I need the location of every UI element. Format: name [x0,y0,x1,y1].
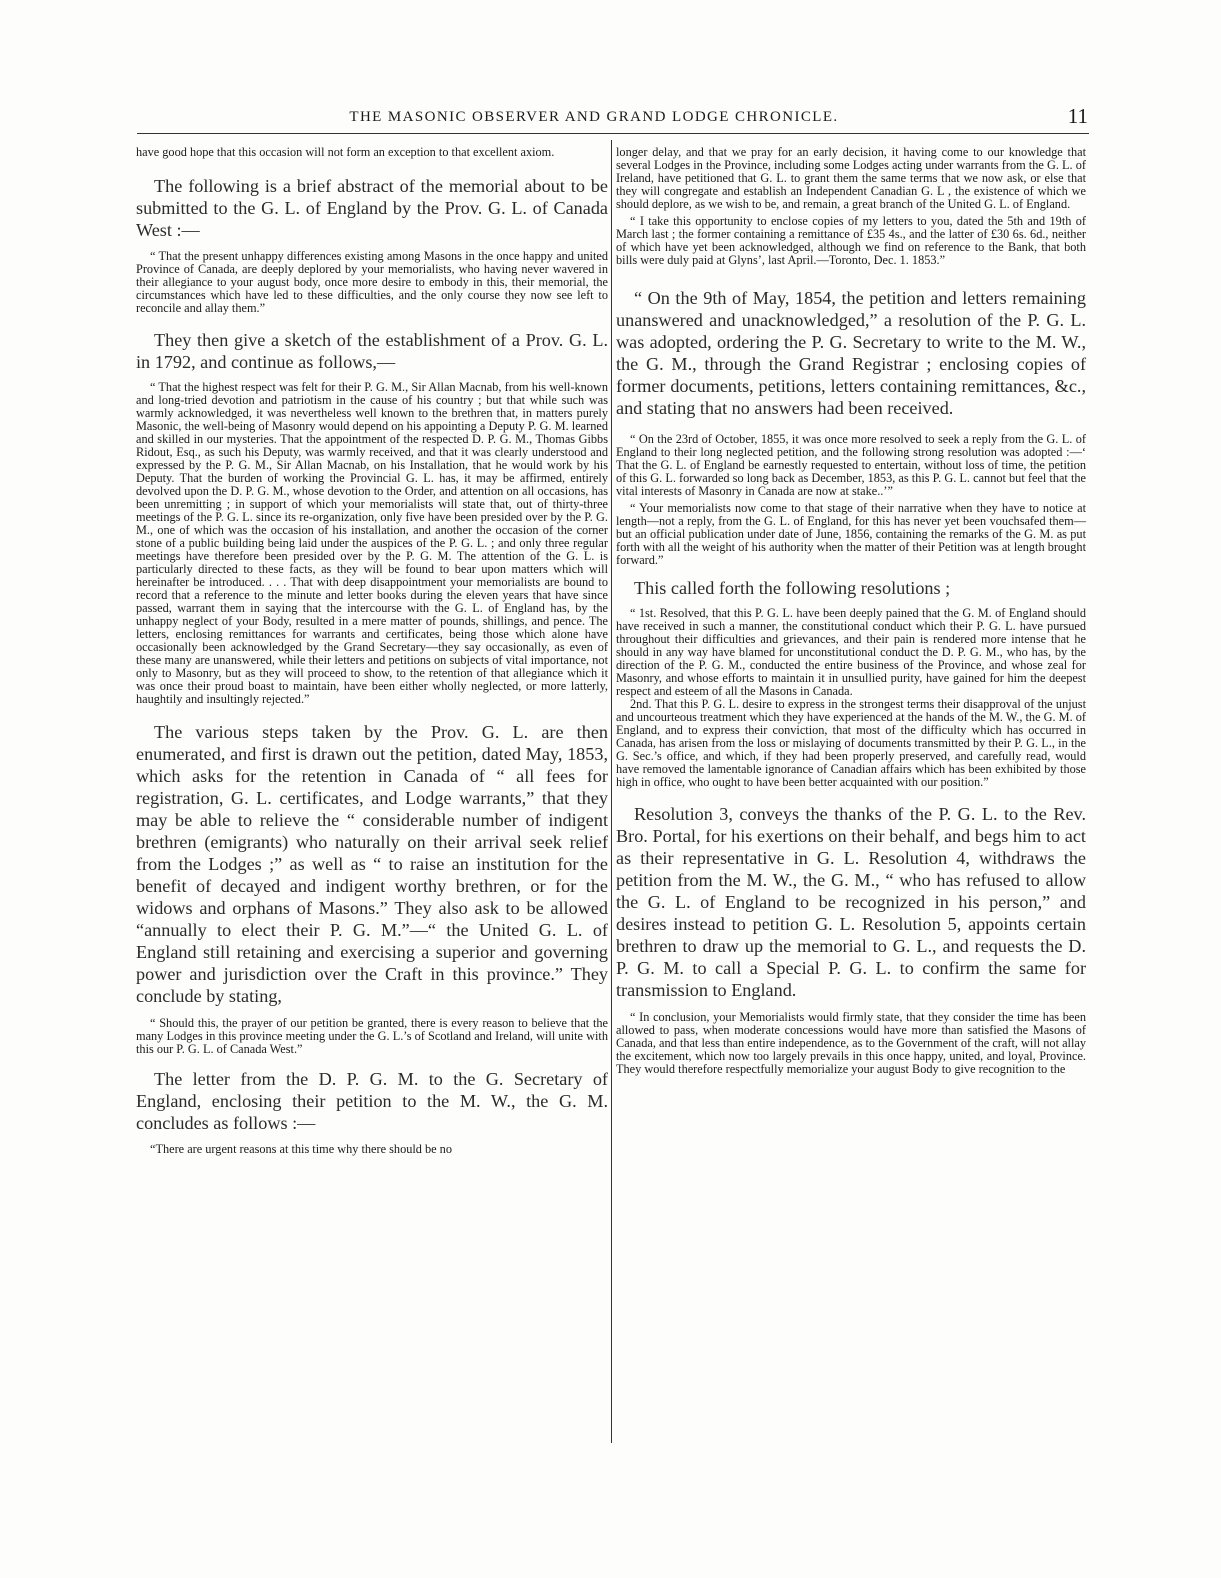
page-number: 11 [1067,104,1088,128]
right-column [616,146,1086,1076]
journal-title: THE MASONIC OBSERVER AND GRAND LODGE CHRONICLE. [349,109,839,125]
running-header [140,106,1088,132]
paragraph-abstract-intro: The following is a brief abstract of the memorial about to be submitted to the G. L. of England by the Prov. G. L. of Canada West :— [136,176,608,240]
left-column [136,146,608,1156]
header-rule [137,133,1089,134]
paragraph-resolutions-3-5: Resolution 3, conveys the thanks of the P. G. L. to the Rev. Bro. Portal, for his exertions on their behalf, and begs him to act as their representative in G. L. Resolution 4, withdraws the petition from the M. W., the G. M., “ who has refused to allow the G. L. of England to be recognized in his person,” and desires instead to petition G. L. Resolution 5, appoints certain brethren to draw up the memorial to G. L., and requests the D. P. G. M. to call a Special P. G. L. to confirm the same for transmission to England. [616,804,1086,1000]
paragraph-sketch-1792: They then give a sketch of the establishment of a Prov. G. L. in 1792, and continue as follows,— [136,330,608,372]
paragraph-opening: have good hope that this occasion will not form an exception to that excellent axiom. [136,145,555,159]
quote-october-1855: “ On the 23rd of October, 1855, it was once more resolved to seek a reply from the G. L. of England to their long neglected petition, and the following strong resolution was adopted :—‘ That the G. L. of England be earnestly requested to entertain, without loss of time, the petition of this G. L. forwarded so long back as December, 1853, as this P. G. L. cannot but feel that the vital interests of Masonry in Canada are now at stake..’” [616,432,1086,498]
quote-prayer-petition: “ Should this, the prayer of our petition be granted, there is every reason to believe that the many Lodges in this province meeting under the G. L.’s of Scotland and Ireland, will unite with this our P. G. L. of Canada West.” [136,1016,608,1056]
paragraph-may-1854: “ On the 9th of May, 1854, the petition and letters remaining unanswered and unacknowledged,” a resolution of the P. G. L. was adopted, ordering the P. G. Secretary to write to the M. W., the G. M., through the Grand Registrar ; enclosing copies of former documents, petitions, letters containing remittances, &c., and stating that no answers had been received. [616,288,1086,418]
quote-longer-delay: longer delay, and that we pray for an early decision, it having come to our knowledge that several Lodges in the Province, including some Lodges acting under warrants from the G. L. of Ireland, have petitioned that G. L. to grant them the same terms that we now ask, or else that they will congregate and establish an Independent Canadian G. L , the existence of which we should deplore, as we wish to be, and remain, a great branch of the United G. L. of England. [616,145,1086,211]
column-divider [611,140,612,1443]
quote-narrative-stage: “ Your memorialists now come to that stage of their narrative when they have to notice at length—not a reply, from the G. L. of England, for this has never yet been vouchsafed them—but an official publication under date of June, 1856, containing the remarks of the G. M. as put forth with all the weight of his authority when the matter of their Petition was at length brought forward.” [616,501,1086,567]
quote-resolution-first: “ 1st. Resolved, that this P. G. L. have been deeply pained that the G. M. of England should have received in such a manner, the constitutional conduct which their P. G. L. have pursued throughout their difficulties and grievances, and their pain is rendered more intense that he should in any way have blamed for unconstitutional conduct the D. P. G. M., who has, by the direction of the P. G. M., conducted the entire business of the Province, and whose zeal for Masonry, and whose efforts to maintain it in unsullied purity, have gained for him the deepest respect and esteem of all the Masons in Canada. [616,606,1086,698]
quote-conclusion: “ In conclusion, your Memorialists would firmly state, that they consider the time has been allowed to pass, when moderate concessions would have more than satisfied the Masons of Canada, and that less than entire independence, as to the Government of the craft, will not allay the excitement, which now too largely prevails in this once happy, united, and loyal, Province. They would therefore respectfully memorialize your august Body to give recognition to the [616,1010,1086,1076]
quote-resolution-second: 2nd. That this P. G. L. desire to express in the strongest terms their disapproval of the unjust and uncourteous treatment which they have experienced at the hands of the M. W., the G. M. of England, and to express their conviction, that most of the difficulty which has occurred in Canada, has arisen from the loss or mislaying of documents transmitted by their P. G. L., in the G. Sec.’s office, and which, if they had been properly preserved, and carefully read, would have removed the lamentable ignorance of Canadian affairs which has been exhibited by those high in office, who ought to have been better acquainted with our position.” [616,697,1086,789]
quote-respect-pgm: “ That the highest respect was felt for their P. G. M., Sir Allan Macnab, from his well-known and long-tried devotion and patriotism in the cause of his country ; but that while such was warmly acknowledged, it was nevertheless well known to the brethren that, in matters purely Masonic, the well-being of Masonry would depend on his appointing a Deputy P. G. M. learned and skilled in our mysteries. That the appointment of the respected D. P. G. M., Thomas Gibbs Ridout, Esq., as such his Deputy, was warmly received, and that it was clearly understood and expressed by the P. G. M., Sir Allan Macnab, on his Installation, that he would work by his Deputy. That the burden of working the Provincial G. L. has, it may be affirmed, entirely devolved upon the D. P. G. M., whose devotion to the Order, and attention on all occasions, has been unremitting ; in support of which your memorialists will state that, out of thirty-three meetings of the P. G. L. since its re-organization, only five have been presided over by the P. G. M., one of which was the occasion of his installation, and another the occasion of the corner stone of a public building being laid under the auspices of the P. G. L. ; and only three regular meetings have therefore been presided over by the P. G. M. The attention of the G. L. is particularly directed to these facts, as they will be found to bear upon matters which will hereinafter be introduced. . . . That with deep disappointment your memorialists are bound to record that a reference to the minute and letter books during the eleven years that have since passed, warrant them in saying that the intercourse with the G. L. of England has, by the unhappy neglect of your Body, resulted in a mere matter of pounds, shillings, and pence. The letters, enclosing remittances for warrants and certificates, being those which alone have occasionally been acknowledged by the Grand Secretary—they say occasionally, as even of these many are unanswered, while their letters and petitions on subjects of vital importance, not only to Masonry, but as they will proceed to show, to the retention of that allegiance which it was once their proud boast to maintain, have been either wholly neglected, or more latterly, haughtily and insultingly rejected.” [136,380,608,706]
quote-memorial-opening: “ That the present unhappy differences existing among Masons in the once happy and united Province of Canada, are deeply deplored by your memorialists, who having never wavered in their allegiance to your august body, once more desire to embody in this, their memorial, the circumstances which have led to these difficulties, and the only course they now see left to reconcile and allay them.” [136,249,608,315]
quote-remittance-letters: “ I take this opportunity to enclose copies of my letters to you, dated the 5th and 19th of March last ; the former containing a remittance of £35 4s., and the latter of £30 6s. 6d., neither of which have yet been acknowledged, although we find on reference to the Bank, that both bills were duly paid at Glyns’, last April.—Toronto, Dec. 1. 1853.” [616,214,1086,267]
paragraph-various-steps: The various steps taken by the Prov. G. L. are then enumerated, and first is drawn out the petition, dated May, 1853, which asks for the retention in Canada of “ all fees for registration, G. L. certificates, and Lodge warrants,” that they may be able to relieve the “ considerable number of indigent brethren (emigrants) who naturally on their arrival seek relief from the Lodges ;” as well as “ to raise an institution for the benefit of decayed and indigent worthy brethren, or for the widows and orphans of Masons.” They also ask to be allowed “annually to elect their P. G. M.”—“ the United G. L. of England still retaining and exercising a superior and governing power and jurisdiction over the Craft in this province.” They conclude by stating, [136,722,608,1006]
paragraph-resolutions-intro: This called forth the following resolutions ; [634,578,951,598]
quote-urgent-reasons: “There are urgent reasons at this time why there should be no [150,1142,452,1156]
paragraph-letter-dpgm: The letter from the D. P. G. M. to the G. Secretary of England, enclosing their petition to the M. W., the G. M. concludes as follows :— [136,1069,608,1133]
